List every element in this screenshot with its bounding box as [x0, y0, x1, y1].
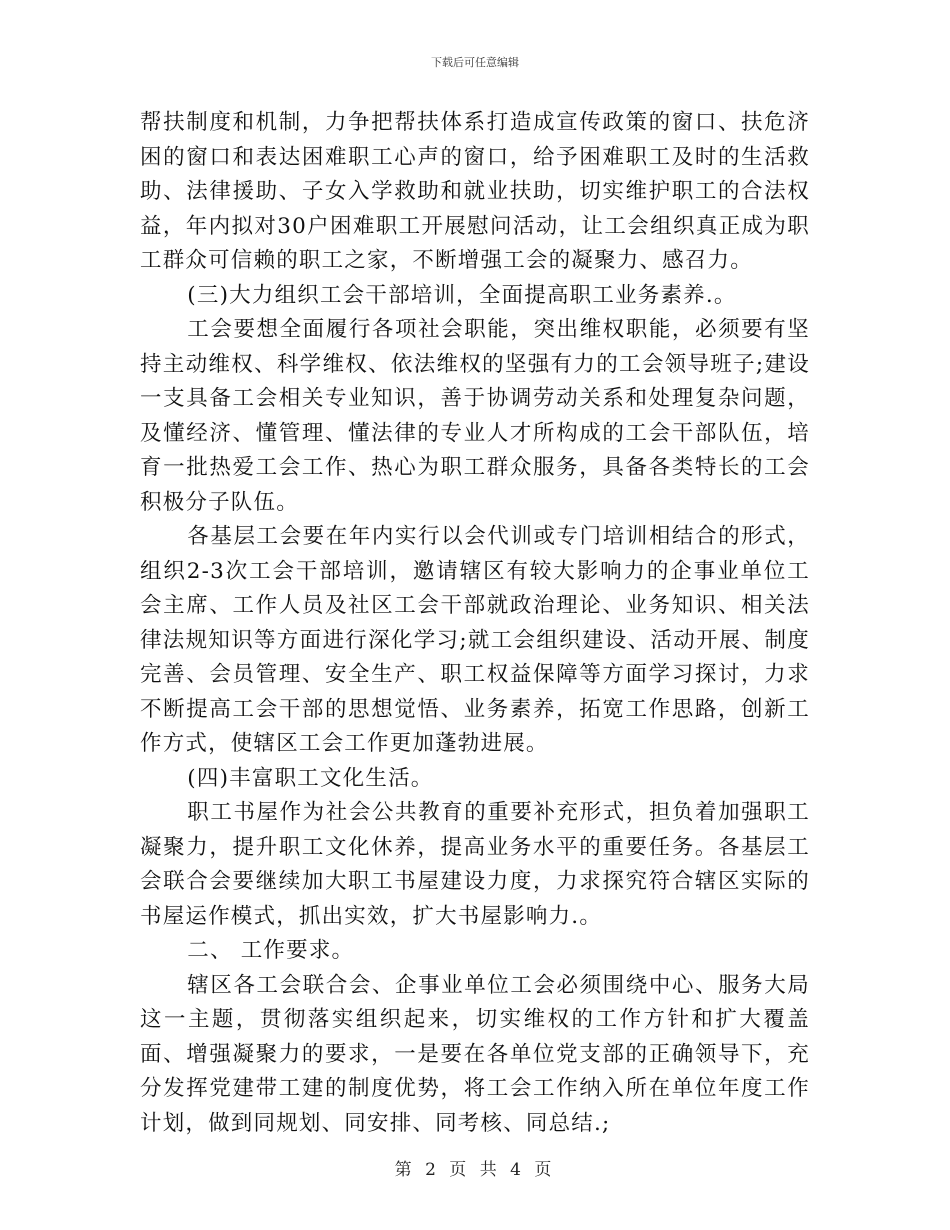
paragraph: 职工书屋作为社会公共教育的重要补充形式，担负着加强职工凝聚力，提升职工文化休养，提高业务水平的重要任务。各基层工会联合会要继续加大职工书屋建设力度，力求探究符合辖区实际的书屋运作模式，抓出实效，扩大书屋影响力.。 — [140, 800, 810, 929]
paragraph-continuation: 帮扶制度和机制，力争把帮扶体系打造成宣传政策的窗口、扶危济困的窗口和表达困难职工心声的窗口，给予困难职工及时的生活救助、法律援助、子女入学救助和就业扶助，切实维护职工的合法权益，年内拟对30户困难职工开展慰问活动，让工会组织真正成为职工群众可信赖的职工之家，不断增强工会的凝聚力、感召力。 — [140, 110, 810, 273]
section-heading-requirements: 二、 工作要求。 — [187, 938, 355, 963]
paragraph: 工会要想全面履行各项社会职能，突出维权职能，必须要有坚持主动维权、科学维权、依法维权的坚强有力的工会领导班子;建设一支具备工会相关专业知识，善于协调劳动关系和处理复杂问题，及懂经济、懂管理、懂法律的专业人才所构成的工会干部队伍，培育一批热爱工会工作、热心为职工群众服务，具备各类特长的工会积极分子队伍。 — [140, 317, 810, 515]
section-heading-four: (四)丰富职工文化生活。 — [187, 765, 434, 791]
paragraph: 辖区各工会联合会、企事业单位工会必须围绕中心、服务大局这一主题，贯彻落实组织起来，切实维权的工作方针和扩大覆盖面、增强凝聚力的要求，一是要在各单位党支部的正确领导下，充分发挥党建带工建的制度优势，将工会工作纳入所在单位年度工作计划，做到同规划、同安排、同考核、同总结.; — [140, 972, 810, 1136]
paragraph: 各基层工会要在年内实行以会代训或专门培训相结合的形式，组织2-3次工会干部培训，邀请辖区有较大影响力的企事业单位工会主席、工作人员及社区工会干部就政治理论、业务知识、相关法律法规知识等方面进行深化学习;就工会组织建设、活动开展、制度完善、会员管理、安全生产、职工权益保障等方面学习探讨，力求不断提高工会干部的思想觉悟、业务素养，拓宽工作思路，创新工作方式，使辖区工会工作更加蓬勃进展。 — [140, 524, 810, 756]
page-number: 第 2 页 共 4 页 — [394, 1160, 556, 1180]
document-body — [140, 106, 810, 1141]
section-heading-three: (三)大力组织工会干部培训，全面提高职工业务素养.。 — [187, 282, 737, 308]
header-note: 下载后可任意编辑 — [431, 56, 519, 69]
